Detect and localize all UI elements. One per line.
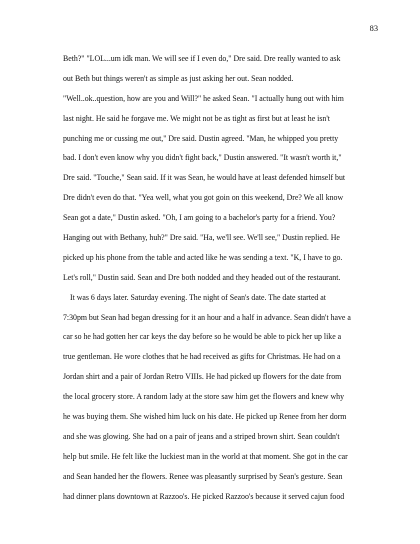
- text-line: had dinner plans downtown at Razzoo's. He picked Razzoo's because it served cajun food: [63, 491, 345, 501]
- text-line: Sean got a date," Dustin asked. "Oh, I am going to a bachelor's party for a friend. You?: [63, 213, 336, 223]
- text-line: out Beth but things weren't as simple as just asking her out. Sean nodded.: [63, 73, 294, 83]
- text-line: picked up his phone from the table and acted like he was sending a text. "K, I have to go.: [63, 252, 343, 262]
- text-line: Hanging out with Bethany, huh?" Dre said. "Ha, we'll see. We'll see," Dustin replied. He: [63, 233, 340, 243]
- text-line: bad. I don't even know why you didn't fight back," Dustin answered. "It wasn't worth it,": [63, 153, 342, 163]
- text-line: car so he had gotten her car keys the day before so he would be able to pick her up like a: [63, 332, 342, 342]
- text-line: true gentleman. He wore clothes that he had received as gifts for Christmas. He had on a: [63, 352, 341, 362]
- text-line: punching me or cussing me out," Dre said. Dustin agreed. "Man, he whipped you pretty: [63, 133, 339, 143]
- text-line: Let's roll," Dustin said. Sean and Dre both nodded and they headed out of the restaurant.: [63, 272, 341, 282]
- text-line: "Well..ok..question, how are you and Will?" he asked Sean. "I actually hung out with him: [63, 93, 344, 103]
- text-line: Dre didn't even do that. "Yea well, what you got goin on this weekend, Dre? We all know: [63, 193, 344, 203]
- text-line: and she was glowing. She had on a pair of jeans and a striped brown shirt. Sean couldn't: [63, 431, 340, 441]
- text-line: Dre said. "Touche," Sean said. If it was Sean, he would have at least defended himself but: [63, 173, 346, 183]
- page-number: 83: [369, 24, 378, 33]
- text-line: help but smile. He felt like the luckiest man in the world at that moment. She got in the car: [63, 451, 348, 461]
- text-line: and Sean handed her the flowers. Renee was pleasantly surprised by Sean's gesture. Sean: [63, 471, 343, 481]
- text-line: he was buying them. She wished him luck on his date. He picked up Renee from her dorm: [63, 412, 347, 422]
- text-line: 7:30pm but Sean had began dressing for it an hour and a half in advance. Sean didn't have a: [63, 312, 351, 322]
- body-text: [63, 49, 383, 506]
- paragraph-start-line: It was 6 days later. Saturday evening. The night of Sean's date. The date started at: [70, 292, 326, 302]
- text-line: the local grocery store. A random lady at the store saw him get the flowers and knew why: [63, 392, 344, 402]
- text-line: last night. He said he forgave me. We might not be as tight as first but at least he isn't: [63, 113, 330, 123]
- text-line: Beth?" "LOL...um idk man. We will see if I even do," Dre said. Dre really wanted to ask: [63, 54, 341, 63]
- text-line: Jordan shirt and a pair of Jordan Retro VIIIs. He had picked up flowers for the date from: [63, 372, 342, 382]
